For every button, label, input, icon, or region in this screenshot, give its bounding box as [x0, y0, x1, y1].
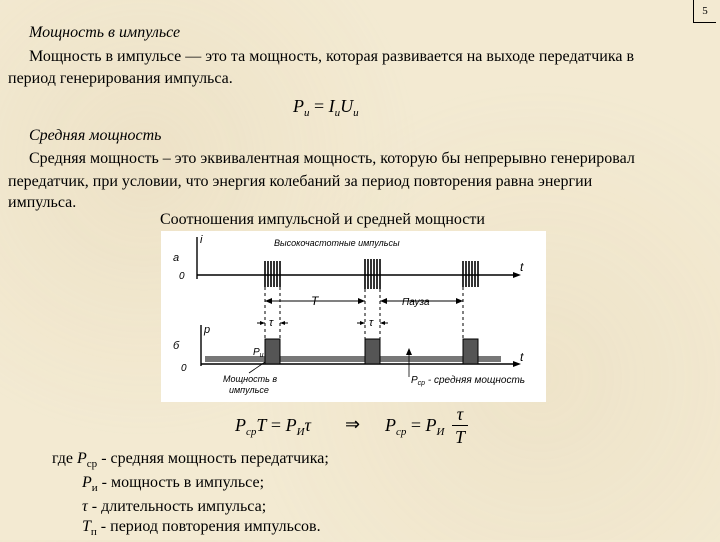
f2-p2: P — [385, 415, 396, 435]
origin-b: 0 — [181, 363, 187, 374]
axis-t-b-label: t — [520, 350, 524, 364]
pulse-power-definition-line2: период генерирования импульса. — [8, 70, 233, 87]
fraction-denominator: T — [454, 427, 465, 447]
legend-symbol: P — [77, 450, 87, 467]
pcp-arrow — [406, 348, 412, 355]
axis-p-label: p — [204, 324, 211, 336]
legend-text: - средняя мощность передатчика; — [97, 450, 329, 467]
tau2-arrow-right — [380, 321, 385, 325]
legend-text: - мощность в импульсе; — [97, 474, 265, 491]
legend-sub: п — [90, 526, 97, 538]
pulse-diagram — [161, 231, 546, 402]
formula-eq: = — [309, 96, 329, 116]
T-label: T — [311, 294, 319, 308]
label-a: а — [173, 252, 180, 264]
hf-burst-2 — [365, 259, 380, 289]
label-b: б — [173, 340, 180, 352]
pause-arrow-left — [380, 298, 387, 304]
pulse-power-definition-line1: Мощность в импульсе — это та мощность, которая развивается на выходе передатчика в — [29, 48, 635, 65]
average-power-formula-left — [235, 415, 311, 438]
f2-P2: P — [425, 415, 437, 435]
pulse-rect-2 — [365, 339, 380, 364]
origin-a: 0 — [179, 271, 185, 282]
legend-symbol: τ — [82, 498, 88, 515]
section-title-average-power: Средняя мощность — [29, 127, 162, 144]
legend-item — [82, 517, 321, 542]
pi-label: $P_и$ — [253, 347, 264, 359]
f2-P-sub: И — [296, 426, 305, 438]
formula-i: I — [328, 96, 335, 116]
f2-P: P — [285, 415, 297, 435]
f2-p: P — [235, 415, 246, 435]
pulse-diagram-svg — [161, 231, 546, 402]
hf-label: Высокочастотные импульсы — [274, 238, 400, 248]
power-label-1: Мощность в — [223, 374, 278, 384]
legend-text: - длительность импульса; — [87, 498, 267, 515]
formula-p: P — [293, 96, 304, 116]
f2-p-sub: ср — [246, 426, 257, 438]
tau1-label: τ — [269, 317, 274, 329]
T-arrow-right — [358, 298, 365, 304]
f2-eq: = — [266, 415, 286, 435]
f2-T: T — [256, 415, 267, 435]
tau1-arrow-left — [260, 321, 265, 325]
average-power-band — [205, 356, 501, 362]
legend-sub: ср — [86, 458, 98, 470]
legend-symbol: P — [82, 474, 92, 491]
dashed-guides — [265, 287, 463, 343]
power-label-2: импульсе — [229, 385, 269, 395]
pulse-power-formula — [293, 96, 359, 119]
fraction — [452, 404, 468, 447]
legend-item — [52, 449, 329, 474]
implies-arrow: ⇒ — [345, 414, 361, 434]
f2-eq2: = — [406, 415, 426, 435]
pcp-label: $P_{ср}$ - средняя мощность — [411, 375, 526, 387]
pause-label: Пауза — [402, 297, 430, 308]
legend-prefix: где — [52, 450, 78, 467]
section-title-pulse-power: Мощность в импульсе — [29, 24, 181, 41]
formula-u-sub: и — [353, 107, 359, 119]
average-power-definition-line1: Средняя мощность – это эквивалентная мощность, которую бы непрерывно генерировал — [29, 150, 635, 167]
legend-text: - период повторения импульсов. — [96, 518, 321, 535]
T-arrow-left — [265, 298, 272, 304]
pause-arrow-right — [456, 298, 463, 304]
hf-burst-1 — [265, 261, 280, 287]
f2-tau: τ — [304, 415, 311, 435]
formula-p-sub: и — [304, 107, 310, 119]
fraction-bar — [452, 425, 468, 426]
average-power-definition-line2: передатчик, при условии, что энергия колебаний за период повторения равна энергии — [8, 173, 593, 190]
legend-sub: и — [91, 482, 98, 494]
legend-item — [82, 473, 264, 498]
figure-caption: Соотношения импульсной и средней мощности — [160, 211, 485, 228]
page-number: 5 — [693, 0, 716, 23]
formula-i-sub: и — [334, 107, 341, 119]
axis-i-label: i — [200, 234, 203, 246]
f2-P2-sub: И — [436, 426, 445, 438]
formula-u: U — [340, 96, 354, 116]
axis-t-a-label: t — [520, 260, 524, 274]
legend-item — [82, 497, 266, 517]
f2-p2-sub: ср — [396, 426, 407, 438]
legend-symbol: T — [82, 518, 91, 535]
tau2-label: τ — [369, 317, 374, 329]
pulse-rect-3 — [463, 339, 478, 364]
tau1-arrow-right — [280, 321, 285, 325]
average-power-formula-right — [385, 415, 445, 438]
hf-burst-3 — [463, 261, 478, 287]
average-power-definition-line3: импульса. — [8, 194, 77, 211]
tau2-arrow-left — [360, 321, 365, 325]
fraction-numerator: τ — [456, 404, 464, 424]
pulse-rect-1 — [265, 339, 280, 364]
